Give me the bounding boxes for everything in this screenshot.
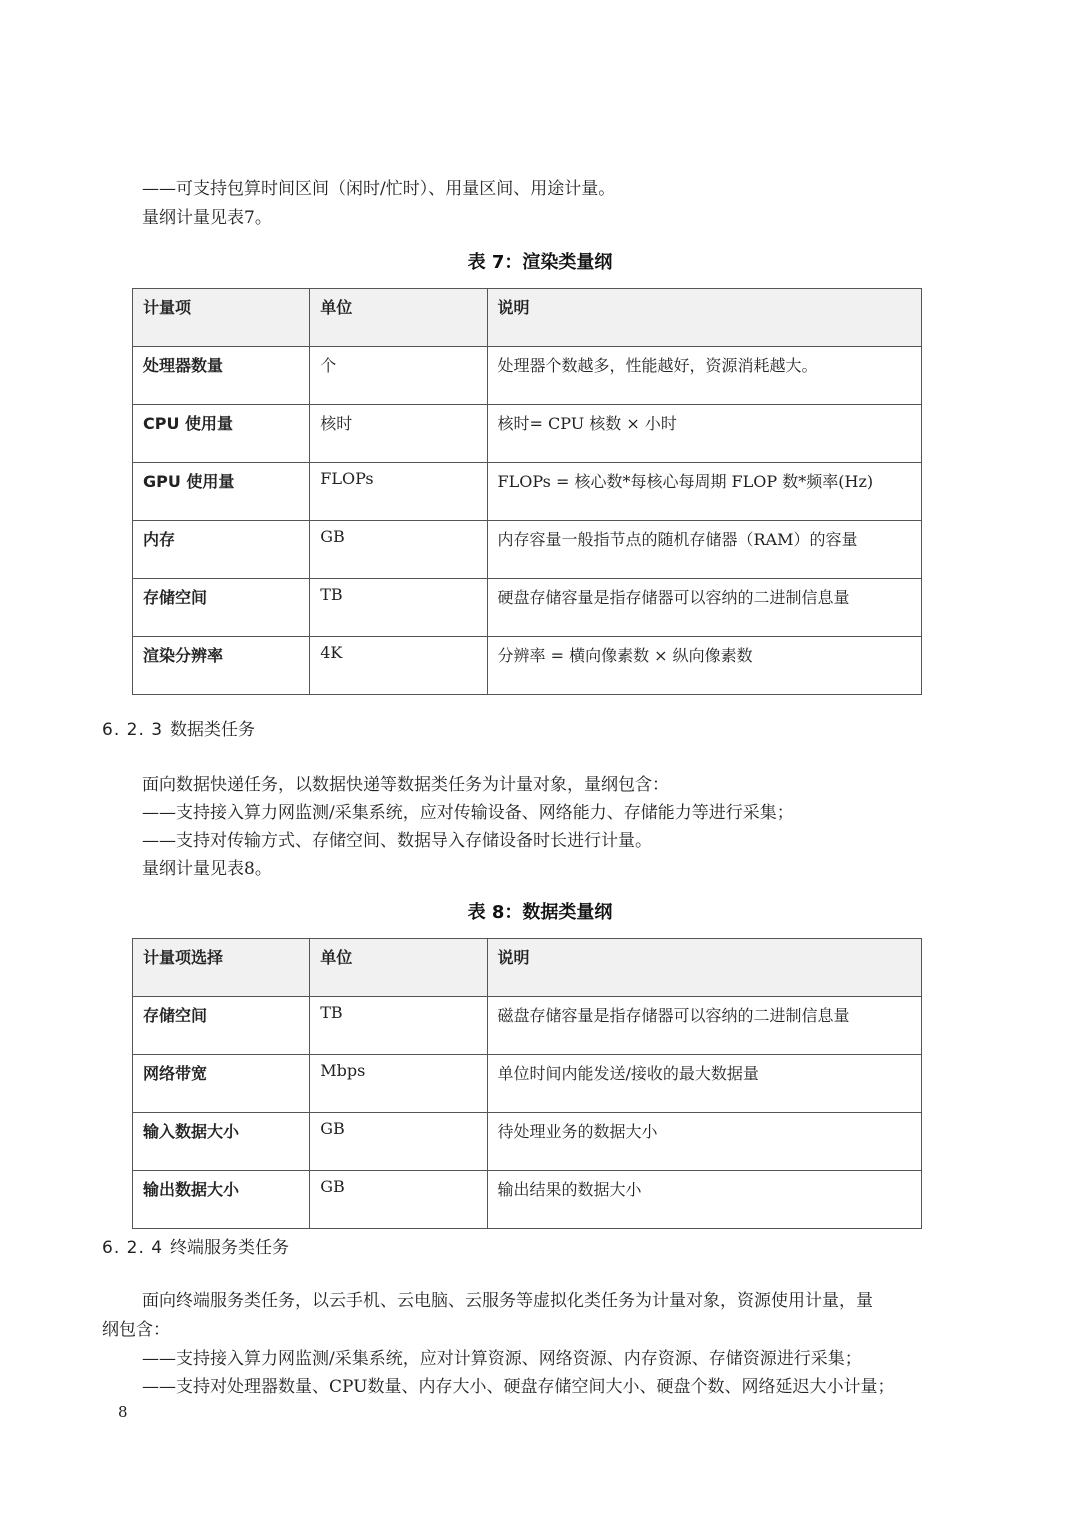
metric-item-cell: 存储空间 (133, 997, 310, 1055)
table-caption: 表 8：数据类量纲 (467, 902, 613, 923)
unit-cell: GB (310, 521, 487, 579)
table-header-cell: 说明 (487, 289, 922, 347)
unit-cell: GB (310, 1113, 487, 1171)
body-text-line: ——支持对处理器数量、CPU数量、内存大小、硬盘存储空间大小、硬盘个数、网络延迟大小计量； (142, 1377, 895, 1397)
section-heading (102, 1233, 289, 1258)
body-text-line: 量纲计量见表7。 (142, 208, 272, 228)
description-cell: 分辨率 = 横向像素数 × 纵向像素数 (487, 637, 922, 695)
table-header-cell: 说明 (487, 939, 922, 997)
table-row (133, 521, 922, 579)
metric-item-cell: 渲染分辨率 (133, 637, 310, 695)
table-rendering-dimensions (132, 288, 922, 695)
table-row (133, 1113, 922, 1171)
page-number: 8 (118, 1403, 128, 1421)
table-row (133, 579, 922, 637)
body-text-line: 面向数据快递任务，以数据快递等数据类任务为计量对象，量纲包含： (142, 775, 669, 795)
metric-item-cell: 存储空间 (133, 579, 310, 637)
body-text-line: 纲包含： (102, 1320, 170, 1340)
section-title: 终端服务类任务 (170, 1238, 289, 1258)
body-text-line: ——可支持包算时间区间（闲时/忙时）、用量区间、用途计量。 (142, 179, 616, 199)
description-cell: 内存容量一般指节点的随机存储器（RAM）的容量 (487, 521, 922, 579)
unit-cell: 核时 (310, 405, 487, 463)
metric-item-cell: GPU 使用量 (133, 463, 310, 521)
section-number: 6. 2. 3 (102, 720, 164, 740)
unit-cell: TB (310, 579, 487, 637)
table-header-cell: 计量项 (133, 289, 310, 347)
table-header-row (133, 289, 922, 347)
description-cell: 处理器个数越多，性能越好，资源消耗越大。 (487, 347, 922, 405)
section-heading (102, 715, 255, 740)
table-row (133, 463, 922, 521)
table-data-dimensions (132, 938, 922, 1229)
body-text-line: 量纲计量见表8。 (142, 859, 272, 879)
metric-item-cell: CPU 使用量 (133, 405, 310, 463)
table-row (133, 347, 922, 405)
description-cell: 输出结果的数据大小 (487, 1171, 922, 1229)
unit-cell: FLOPs (310, 463, 487, 521)
body-text-line: ——支持接入算力网监测/采集系统，应对传输设备、网络能力、存储能力等进行采集； (142, 803, 794, 823)
unit-cell: TB (310, 997, 487, 1055)
table-row (133, 637, 922, 695)
description-cell: 待处理业务的数据大小 (487, 1113, 922, 1171)
table-row (133, 997, 922, 1055)
metric-item-cell: 内存 (133, 521, 310, 579)
section-number: 6. 2. 4 (102, 1238, 164, 1258)
description-cell: 单位时间内能发送/接收的最大数据量 (487, 1055, 922, 1113)
unit-cell: Mbps (310, 1055, 487, 1113)
table-header-row (133, 939, 922, 997)
table-header-cell: 单位 (310, 289, 487, 347)
table-row (133, 405, 922, 463)
body-text-line: 面向终端服务类任务，以云手机、云电脑、云服务等虚拟化类任务为计量对象，资源使用计量，量 (142, 1291, 873, 1311)
table-row (133, 1171, 922, 1229)
table-caption: 表 7：渲染类量纲 (467, 252, 613, 273)
table-row (133, 1055, 922, 1113)
body-text-line: ——支持接入算力网监测/采集系统，应对计算资源、网络资源、内存资源、存储资源进行采集； (142, 1349, 862, 1369)
unit-cell: GB (310, 1171, 487, 1229)
description-cell: 磁盘存储容量是指存储器可以容纳的二进制信息量 (487, 997, 922, 1055)
unit-cell: 4K (310, 637, 487, 695)
description-cell: FLOPs = 核心数*每核心每周期 FLOP 数*频率(Hz) (487, 463, 922, 521)
metric-item-cell: 网络带宽 (133, 1055, 310, 1113)
unit-cell: 个 (310, 347, 487, 405)
description-cell: 硬盘存储容量是指存储器可以容纳的二进制信息量 (487, 579, 922, 637)
metric-item-cell: 输出数据大小 (133, 1171, 310, 1229)
metric-item-cell: 处理器数量 (133, 347, 310, 405)
section-title: 数据类任务 (170, 720, 255, 740)
description-cell: 核时= CPU 核数 × 小时 (487, 405, 922, 463)
table-header-cell: 计量项选择 (133, 939, 310, 997)
table-header-cell: 单位 (310, 939, 487, 997)
body-text-line: ——支持对传输方式、存储空间、数据导入存储设备时长进行计量。 (142, 831, 652, 851)
metric-item-cell: 输入数据大小 (133, 1113, 310, 1171)
